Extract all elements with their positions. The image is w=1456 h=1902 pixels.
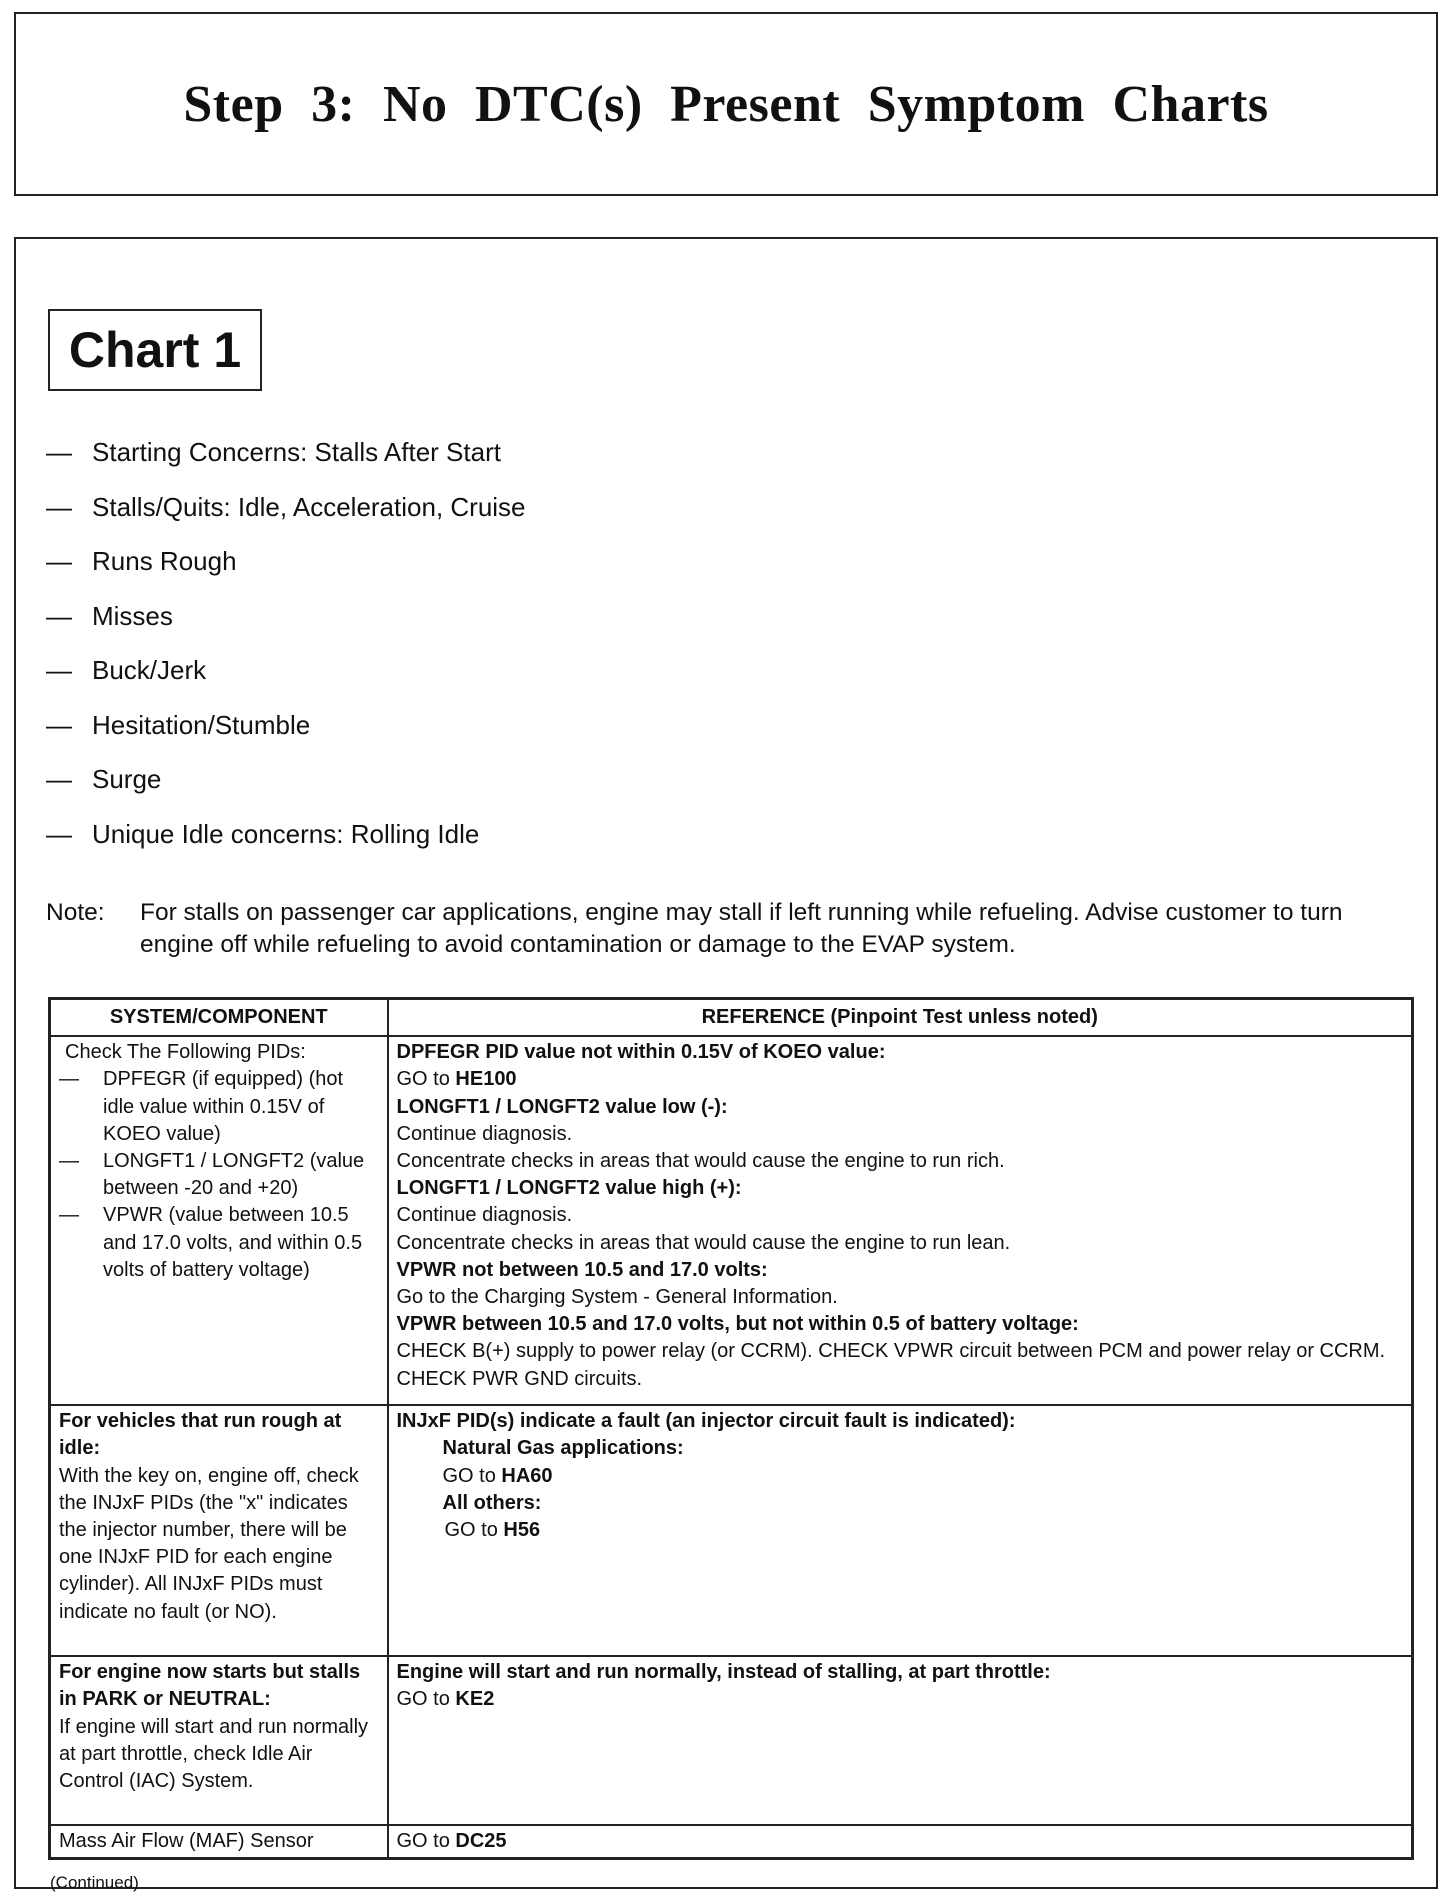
system-text: If engine will start and run normally at part throttle, check Idle Air Control (IAC) System.: [59, 1715, 369, 1793]
goto-line: [397, 1517, 1404, 1544]
table-row: [50, 1656, 1413, 1825]
reference-cell: [388, 1825, 1413, 1859]
dash-bullet: —: [59, 1150, 79, 1173]
test-code: HA60: [501, 1464, 553, 1487]
dash-bullet: —: [46, 764, 72, 794]
symptom-item: [46, 710, 526, 765]
instruction-text: CHECK B(+) supply to power relay (or CCRM). CHECK VPWR circuit between PCM and power relay or CCRM. CHECK PWR GND circuits.: [396, 1340, 1386, 1390]
pid-item: [59, 1148, 379, 1202]
system-cell: [50, 1405, 388, 1656]
condition-heading: INJxF PID(s) indicate a fault (an injector circuit fault is indicated):: [396, 1410, 1016, 1433]
symptom-text: Misses: [92, 600, 173, 631]
test-code: KE2: [455, 1688, 495, 1711]
pid-intro: Check The Following PIDs:: [65, 1041, 306, 1064]
pid-item: [59, 1066, 379, 1148]
column-header-reference: REFERENCE (Pinpoint Test unless noted): [388, 999, 1413, 1037]
condition-heading: DPFEGR PID value not within 0.15V of KOEO value:: [396, 1041, 886, 1064]
pid-text: DPFEGR (if equipped) (hot idle value within 0.15V of KOEO value): [103, 1068, 344, 1145]
table-row: [50, 1405, 1413, 1656]
system-heading: For engine now starts but stalls in PARK or NEUTRAL:: [59, 1661, 361, 1711]
condition-heading: VPWR between 10.5 and 17.0 volts, but not within 0.5 of battery voltage:: [396, 1313, 1079, 1336]
symptom-text: Surge: [92, 764, 162, 794]
condition-heading: Engine will start and run normally, instead of stalling, at part throttle:: [396, 1661, 1051, 1684]
test-code: DC25: [455, 1830, 507, 1853]
sub-heading: Natural Gas applications:: [442, 1437, 684, 1460]
condition-heading: VPWR not between 10.5 and 17.0 volts:: [396, 1258, 768, 1281]
goto-line: [397, 1066, 1404, 1093]
column-header-system: SYSTEM/COMPONENT: [50, 999, 388, 1037]
system-cell: Mass Air Flow (MAF) Sensor: [50, 1825, 388, 1859]
note-label: Note:: [46, 899, 105, 926]
symptom-item: [46, 492, 526, 547]
chart-panel: [14, 237, 1438, 1892]
goto-prefix: GO to: [444, 1519, 504, 1542]
pid-text: VPWR (value between 10.5 and 17.0 volts, and within 0.5 volts of battery voltage): [103, 1204, 363, 1281]
dash-bullet: —: [46, 600, 72, 631]
dash-bullet: —: [59, 1068, 79, 1091]
note: [46, 897, 1416, 961]
condition-heading: LONGFT1 / LONGFT2 value low (-):: [396, 1095, 728, 1118]
page-title-box: [14, 12, 1438, 196]
symptom-text: Runs Rough: [92, 546, 237, 576]
symptom-text: Stalls/Quits: Idle, Acceleration, Cruise: [92, 491, 526, 522]
symptom-item: [46, 546, 526, 601]
dash-bullet: —: [46, 655, 72, 685]
instruction-text: Continue diagnosis.: [396, 1204, 573, 1227]
table-header-row: [50, 999, 1413, 1037]
system-text: With the key on, engine off, check the INJxF PIDs (the "x" indicates the injector number, there will be one INJxF PID for each engine cylinder). All INJxF PIDs must indicate no fault (or NO).: [59, 1464, 359, 1623]
table-row: [50, 1825, 1413, 1859]
condition-heading: LONGFT1 / LONGFT2 value high (+):: [396, 1177, 742, 1200]
symptom-item: [46, 437, 526, 492]
symptom-text: Hesitation/Stumble: [92, 709, 311, 740]
goto-prefix: GO to: [396, 1830, 456, 1853]
symptom-text: Starting Concerns: Stalls After Start: [92, 437, 501, 467]
symptom-item: [46, 819, 526, 874]
test-code: H56: [503, 1519, 541, 1542]
system-cell: [50, 1656, 388, 1825]
dash-bullet: —: [46, 491, 72, 522]
symptom-item: [46, 601, 526, 656]
continued-label: (Continued): [50, 1873, 139, 1892]
system-heading: For vehicles that run rough at idle:: [59, 1410, 342, 1460]
pid-text: LONGFT1 / LONGFT2 (value between -20 and +20): [103, 1150, 365, 1200]
instruction-text: Go to the Charging System - General Information.: [396, 1286, 838, 1309]
system-cell: [50, 1036, 388, 1405]
sub-heading: All others:: [442, 1491, 542, 1514]
symptom-text: Unique Idle concerns: Rolling Idle: [92, 818, 480, 849]
page-title: Step 3: No DTC(s) Present Symptom Charts: [183, 75, 1269, 133]
note-text: For stalls on passenger car applications, engine may stall if left running while refueling. Advise customer to turn engine off while refueling to avoid contamination or damage to the EVAP system.: [140, 899, 1343, 958]
chart-label: Chart 1: [48, 309, 262, 391]
symptom-text: Buck/Jerk: [92, 655, 207, 685]
symptom-item: [46, 655, 526, 710]
dash-bullet: —: [59, 1204, 79, 1227]
dash-bullet: —: [46, 546, 72, 576]
goto-line: [397, 1463, 1404, 1490]
dash-bullet: —: [46, 437, 72, 467]
test-code: HE100: [455, 1068, 517, 1091]
reference-cell: [388, 1036, 1413, 1405]
instruction-text: Concentrate checks in areas that would cause the engine to run rich.: [396, 1150, 1005, 1173]
goto-prefix: GO to: [396, 1068, 456, 1091]
reference-table: [48, 997, 1414, 1860]
instruction-text: Continue diagnosis.: [396, 1122, 573, 1145]
dash-bullet: —: [46, 709, 72, 740]
instruction-text: Concentrate checks in areas that would cause the engine to run lean.: [396, 1231, 1011, 1254]
reference-cell: [388, 1656, 1413, 1825]
table-row: [50, 1036, 1413, 1405]
goto-line: [397, 1686, 1404, 1713]
symptom-list: [46, 437, 526, 873]
symptom-item: [46, 764, 526, 819]
pid-item: [59, 1202, 379, 1284]
goto-prefix: GO to: [442, 1464, 502, 1487]
pid-list: [59, 1066, 379, 1284]
dash-bullet: —: [46, 818, 72, 849]
goto-prefix: GO to: [396, 1688, 456, 1711]
reference-cell: [388, 1405, 1413, 1656]
